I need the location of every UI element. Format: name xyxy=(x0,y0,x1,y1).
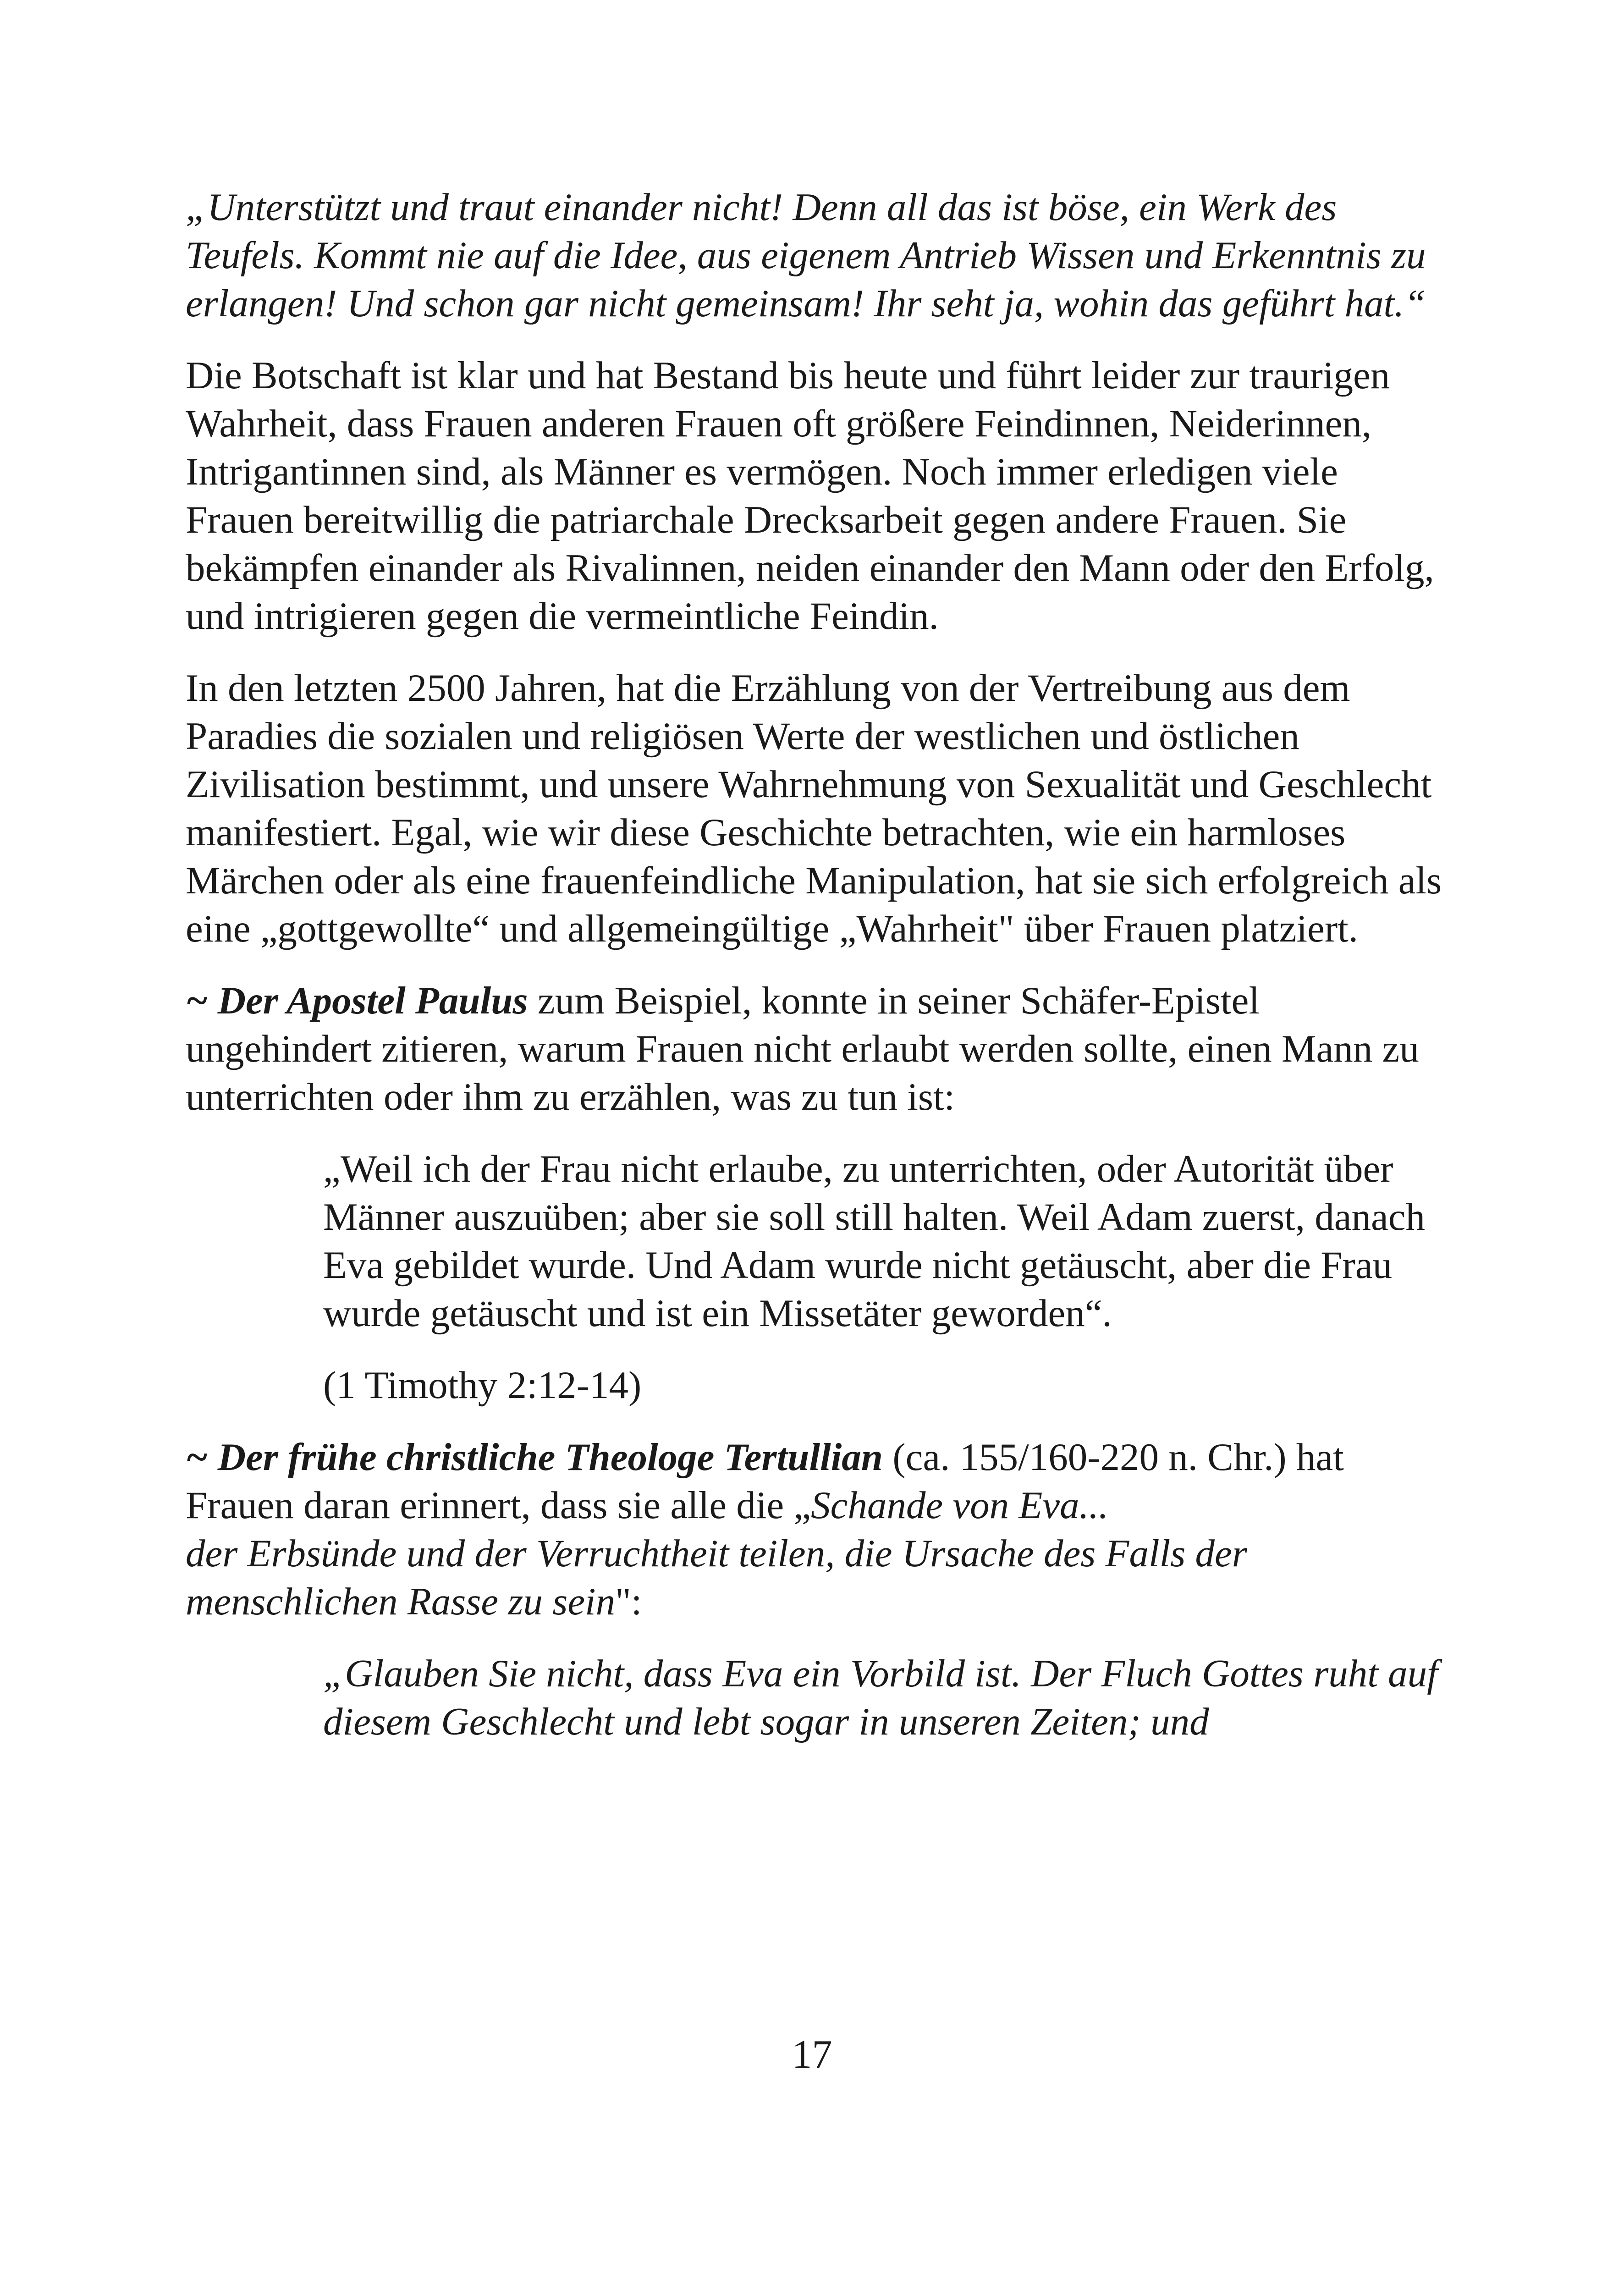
tertullian-closing: ": xyxy=(615,1580,642,1623)
tertullian-tilde: ~ xyxy=(186,1436,218,1479)
body-paragraph-1: Die Botschaft ist klar und hat Bestand bis heute und führt leider zur traurigen Wahrheit, dass Frauen anderen Frauen oft größere Feindinnen, Neiderinnen, Intrigantinnen sind, als Männer es vermögen. Noch immer erledigen viele Frauen bereitwillig die patriarchale Drecksarbeit gegen andere Frauen. Sie bekämpfen einander als Rivalinnen, neiden einander den Mann oder den Erfolg, und intrigieren gegen die vermeintliche Feindin. xyxy=(186,354,1434,638)
page-number: 17 xyxy=(792,2032,832,2077)
body-paragraph-2: In den letzten 2500 Jahren, hat die Erzählung von der Vertreibung aus dem Paradies die sozialen und religiösen Werte der westlichen und östlichen Zivilisation bestimmt, und unsere Wahrnehmung von Sexualität und Geschlecht manifestiert. Egal, wie wir diese Geschichte betrachten, wie ein harmloses Märchen oder als eine frauenfeindliche Manipulation, hat sie sich erfolgreich als eine „gottgewollte“ und allgemeingültige „Wahrheit" über Frauen platziert. xyxy=(186,666,1442,950)
paulus-reference: (1 Timothy 2:12-14) xyxy=(323,1364,642,1407)
paulus-tilde: ~ xyxy=(186,979,218,1022)
quote-paragraph: „Unterstützt und traut einander nicht! Denn all das ist böse, ein Werk des Teufels. Kommt nie auf die Idee, aus eigenem Antrieb Wissen und Erkenntnis zu erlangen! Und schon gar nicht gemeinsam! Ihr seht ja, wohin das geführt hat.“ xyxy=(186,186,1426,325)
tertullian-italic-1: Schande von Eva... xyxy=(811,1484,1109,1527)
page-body xyxy=(186,183,1451,1770)
tertullian-quote: „Glauben Sie nicht, dass Eva ein Vorbild ist. Der Fluch Gottes ruht auf diesem Geschlecht und lebt sogar in unseren Zeiten; und xyxy=(323,1652,1438,1743)
tertullian-italic-2: der Erbsünde und der Verruchtheit teilen, die Ursache des Falls der menschlichen Rasse zu sein xyxy=(186,1532,1247,1623)
paulus-paragraph xyxy=(186,977,1451,1121)
tertullian-text: (ca. 155/160-220 n. Chr.) hat Frauen daran erinnert, dass sie alle die „ xyxy=(186,1436,1344,1527)
tertullian-name: Der frühe christliche Theologe Tertullian xyxy=(217,1436,883,1479)
paulus-quote: „Weil ich der Frau nicht erlaube, zu unterrichten, oder Autorität über Männer auszuüben; aber sie soll still halten. Weil Adam zuerst, danach Eva gebildet wurde. Und Adam wurde nicht getäuscht, aber die Frau wurde getäuscht und ist ein Missetäter geworden“. xyxy=(323,1147,1425,1335)
paulus-name: Der Apostel Paulus xyxy=(217,979,528,1022)
tertullian-paragraph xyxy=(186,1433,1451,1626)
paulus-text: zum Beispiel, konnte in seiner Schäfer-Epistel ungehindert zitieren, warum Frauen nicht erlaubt werden sollte, einen Mann zu unterrichten oder ihm zu erzählen, was zu tun ist: xyxy=(186,979,1419,1118)
